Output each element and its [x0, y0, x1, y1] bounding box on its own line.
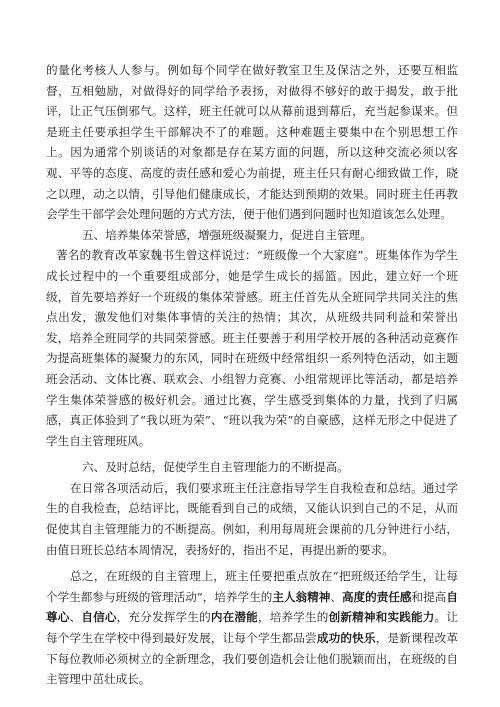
conclusion-bold-3: 自尊心: [46, 589, 458, 625]
paragraph-summary-practice: 在日常各项活动后，我们要求班主任注意指导学生自我检查和总结。通过学生的自我检查，总结评比，既能看到自己的成绩，又能认识到自己的不足，从而促使其自主管理能力的不断提高。例如，利用每周班会课前的几分钟进行小结，由值日班长总结本周情况，表扬好的，指出不足，再提出新的要求。: [46, 480, 458, 557]
conclusion-bold-1: 主人翁精神: [272, 589, 331, 604]
document-body: [46, 60, 458, 690]
conclusion-bold-5: 内在潜能: [210, 610, 258, 625]
conclusion-bold-7: 成功的快乐: [316, 631, 376, 646]
conclusion-bold-4: 自信心: [81, 610, 117, 625]
conclusion-text-1: 总之，在班级的自主管理上，班主任要把重点放在“把班级还给学生，让每个学生都参与班级的管理活动”，培养学生的: [46, 569, 458, 604]
section-heading-5: 五、培养集体荣誉感，增强班级凝聚力，促进自主管理。: [82, 227, 372, 242]
conclusion-text-8: ，是新课程改革下每位教师必须树立的全新理念，我们要创造机会让他们脱颖而出，在班级的自主管理中茁壮成长。: [46, 631, 458, 687]
conclusion-bold-2: 高度的责任感: [341, 589, 412, 604]
conclusion-bold-6: 创新精神和实践能力: [328, 610, 435, 625]
conclusion-text-5: ，充分发挥学生的: [116, 610, 211, 625]
conclusion-text-7: 。让每个学生在学校中得到最好发展，让每个学生都品尝: [46, 610, 458, 646]
paragraph-collective-honor: 著名的教育改革家魏书生曾这样说过：“班级像一个大家庭”。班集体作为学生成长过程中的一个重要组成部分，她是学生成长的摇篮。因此，建立好一个班级，首先要培养好一个班级的集体荣誉感。班主任首先从全班同学共同关注的焦点出发，激发他们对集体事情的关注的热情；其次，从班级共同利益和荣誉出发，培养全班同学的共同荣誉感。班主任要善于利用学校开展的各种活动竞赛作为提高班集体的凝聚力的东风，同时在班级中经常组织一系列特色活动，如主题班会活动、文体比赛、联欢会、小组智力竞赛、小组常规评比等活动，都是培养学生集体荣誉感的极好机会。通过比赛，学生感受到集体的力量，找到了归属感，真正体验到了“我以班为荣”、“班以我为荣”的自豪感，这样无形之中促进了学生自主管理班风。: [46, 248, 458, 448]
conclusion-text-6: ，培养学生的: [257, 610, 329, 625]
paragraph-management-continuation: 的量化考核人人参与。例如每个同学在做好教室卫生及保洁之外，还要互相监督，互相勉励，对做得好的同学给予表扬，对做得不够好的敢于揭发，敢于批评，让正气压倒邪气。这样，班主任就可以从幕前退到幕后，充当起参谋来。但是班主任要承担学生干部解决不了的难题。这种难题主要集中在个别思想工作上。因为通常个别谈话的对象都是存在某方面的问题，所以这种交流必须以客观、平等的态度、高度的责任感和爱心为前提，班主任只有耐心细致做工作，晓之以理，动之以情，引导他们健康成长，才能达到预期的效果。同时班主任再教会学生干部学会处理问题的方式方法，便于他们遇到问题时也知道该怎么处理。: [46, 63, 458, 222]
section-heading-6: 六、及时总结，促使学生自主管理能力的不断提高。: [82, 460, 349, 475]
conclusion-text-3: 和提高: [411, 589, 447, 604]
conclusion-text-4: 、: [69, 610, 82, 625]
paragraph-conclusion: [46, 566, 458, 690]
conclusion-text-2: 、: [330, 589, 342, 604]
